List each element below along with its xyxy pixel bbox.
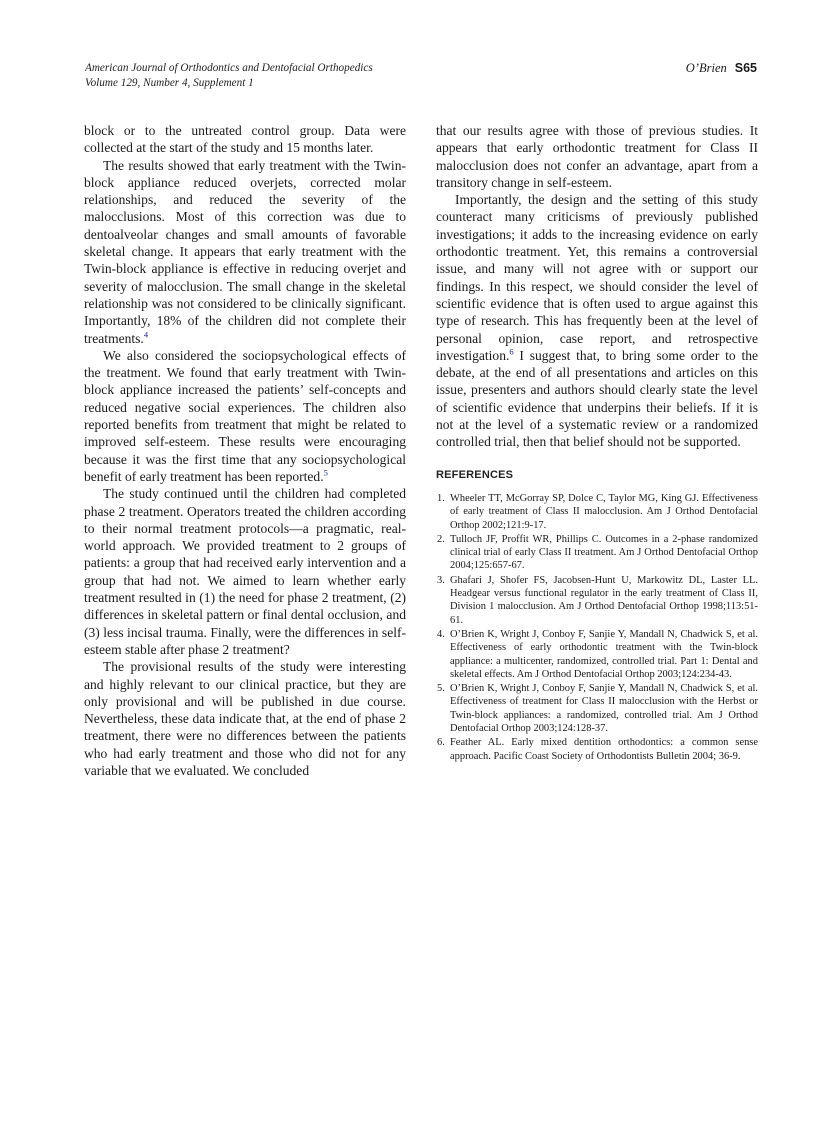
citation-link[interactable]: 5 [323, 467, 328, 478]
paragraph: Importantly, the design and the setting of this study counteract many criticisms of previously published investigations; it adds to the increasing evidence on early orthodontic treatment. Yet, this remains a controversial issue, and many will not agree with or support our findings. In this respect, we should consider the level of scientific evidence that is often used to argue against this type of research. This has frequently been at the level of personal opinion, case report, and retrospective investigation.$^6$ I suggest that, to bring some order to the debate, at the end of all presentations and articles on this issue, presenters and authors should clearly state the level of scientific evidence that underpins their beliefs. If it is not at the level of a systematic review or a randomized controlled trial, then that belief should not be supported. [436, 192, 758, 450]
paragraph: that our results agree with those of previous studies. It appears that early orthodontic treatment for Class II malocclusion does not confer an advantage, apart from a transitory change in self-esteem. [436, 123, 758, 190]
references-heading: REFERENCES [436, 468, 514, 481]
paragraph: block or to the untreated control group. Data were collected at the start of the study and 15 months later. [84, 123, 406, 156]
reference-item: 1. Wheeler TT, McGorray SP, Dolce C, Taylor MG, King GJ. Effectiveness of early treatment of Class II malocclusion. Am J Orthod Dentofacial Orthop 2002;121:9-17. [437, 492, 758, 531]
reference-item: 5. O’Brien K, Wright J, Conboy F, Sanjie Y, Mandall N, Chadwick S, et al. Effectiveness of treatment for Class II malocclusion with the Herbst or Twin-block appliances: a randomized, controlled trial. Am J Orthod Dentofacial Orthop 2003;124:128-37. [437, 683, 758, 734]
reference-item: 4. O’Brien K, Wright J, Conboy F, Sanjie Y, Mandall N, Chadwick S, et al. Effectiveness of early orthodontic treatment with the Twin-block appliance: a multicenter, randomized, controlled trial. Part 1: Dental and skeletal effects. Am J Orthod Dentofacial Orthop 2003;124:234-43. [437, 628, 758, 680]
running-author: O’Brien [685, 61, 727, 75]
citation-link[interactable]: 4 [143, 329, 149, 340]
reference-item: 3. Ghafari J, Shofer FS, Jacobsen-Hunt U, Markowitz DL, Laster LL. Headgear versus functional regulator in the early treatment of Class II, Division 1 malocclusion. Am J Orthod Dentofacial Orthop 1998;113:51-61. [437, 574, 758, 626]
journal-title: American Journal of Orthodontics and Dentofacial Orthopedics [85, 62, 373, 74]
running-header [85, 61, 757, 91]
page-info [686, 61, 757, 76]
reference-list [436, 492, 758, 763]
page-number: S65 [734, 61, 757, 75]
paragraph: The provisional results of the study were interesting and highly relevant to our clinical practice, but they are only provisional and will be published in due course. Nevertheless, these data indicate that, at the end of phase 2 treatment, there were no differences between the patients who had early treatment and those who did not for any variable that we evaluated. We concluded [84, 659, 406, 778]
paragraph: We also considered the sociopsychological effects of the treatment. We found that early treatment with Twin-block appliance increased the patients’ self-concepts and reduced negative social experiences. The children also reported benefits from treatment that might be related to improved self-esteem. These results were encouraging because it was the first time that any sociopsychological benefit of early treatment has been reported.$^5$ [84, 347, 406, 484]
paragraph: The study continued until the children had completed phase 2 treatment. Operators treated the children according to their normal treatment protocols—a pragmatic, real-world approach. We provided treatment to 2 groups of patients: a group that had received early intervention and a group that had not. We aimed to learn whether early treatment resulted in (1) the need for phase 2 treatment, (2) differences in skeletal pattern or final dental occlusion, and (3) less incisal trauma. Finally, were the differences in self-esteem stable after phase 2 treatment? [84, 486, 406, 657]
citation-link[interactable]: 6 [509, 346, 514, 357]
reference-item: 6. Feather AL. Early mixed dentition orthodontics: a common sense approach. Pacific Coast Society of Orthodontists Bulletin 2004; 36-9. [437, 737, 758, 762]
reference-item: 2. Tulloch JF, Proffit WR, Phillips C. Outcomes in a 2-phase randomized clinical trial of early Class II treatment. Am J Orthod Dentofacial Orthop 2004;125:657-67. [437, 533, 758, 572]
right-column [436, 122, 758, 764]
paragraph: The results showed that early treatment with the Twin-block appliance reduced overjets, corrected molar relationships, and reduced the severity of the malocclusions. Most of this correction was due to dentoalveolar changes and small amounts of favorable skeletal change. It appears that early treatment with the Twin-block appliance is effective in reducing overjet and severity of malocclusion. The small change in the skeletal relationship was not considered to be clinically significant. Importantly, 18% of the children did not complete their treatments.$^4$ [84, 157, 406, 346]
journal-volume: Volume 129, Number 4, Supplement 1 [85, 77, 254, 89]
left-column [84, 122, 406, 779]
